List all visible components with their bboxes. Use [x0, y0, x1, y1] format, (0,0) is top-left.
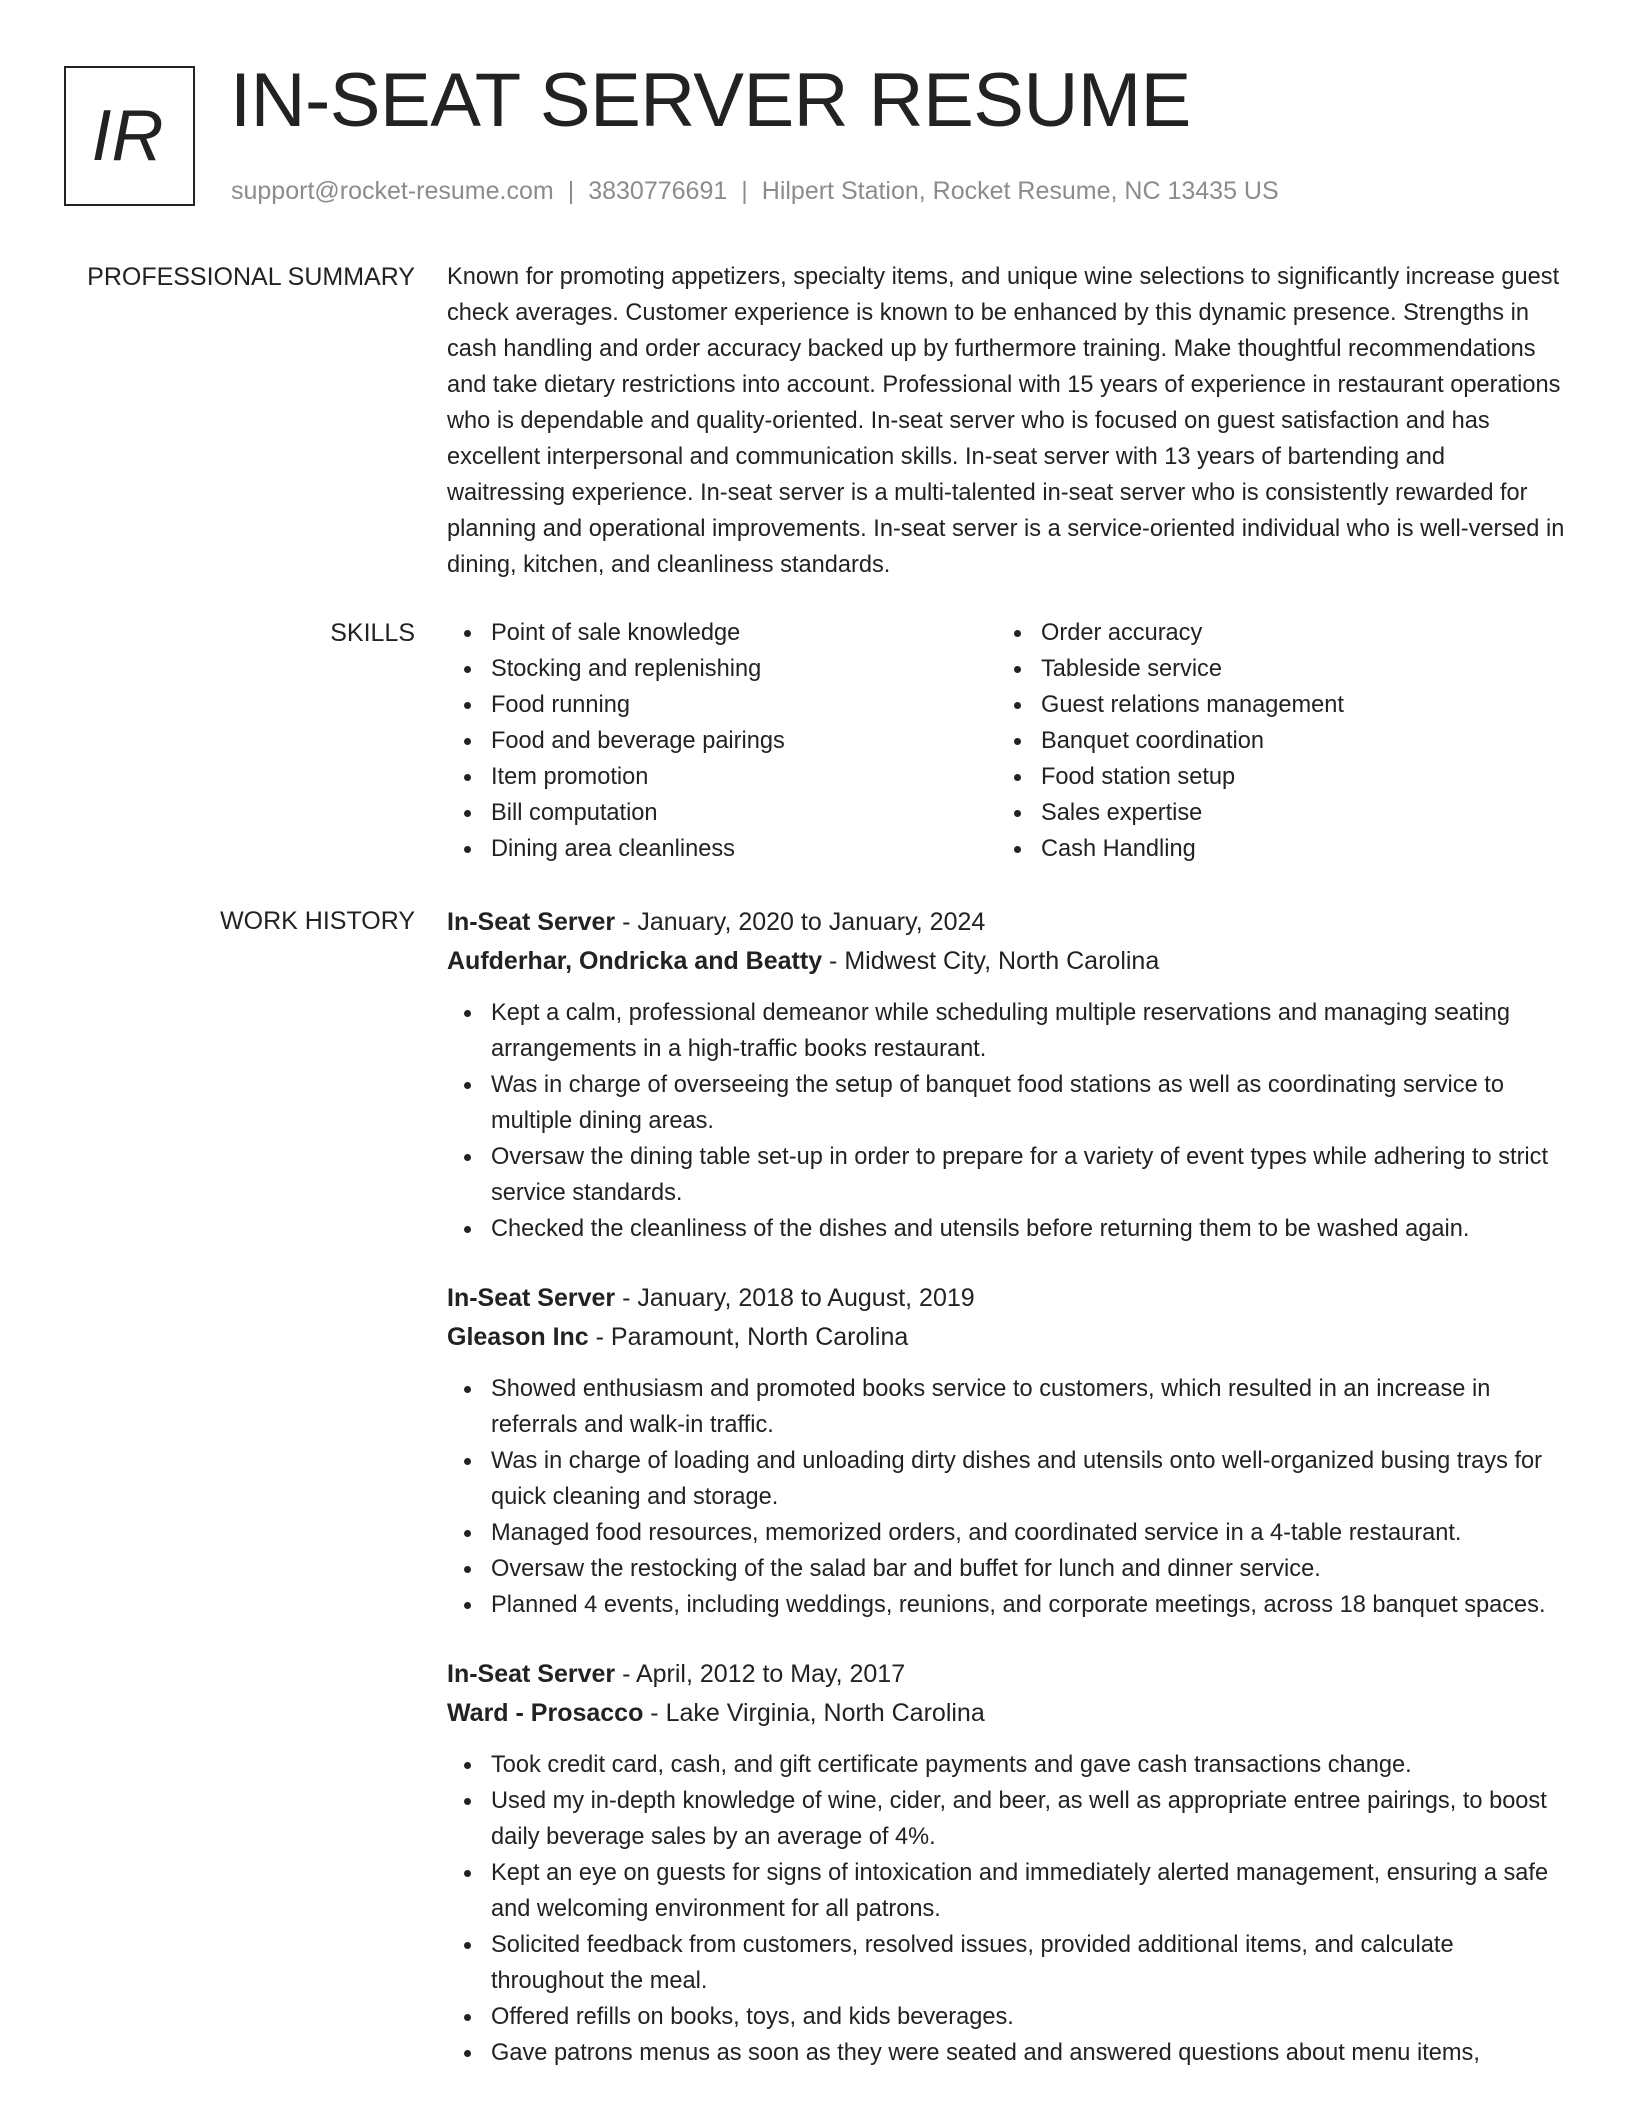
work-history-body [447, 903, 1567, 2103]
section-heading: PROFESSIONAL SUMMARY [87, 263, 415, 291]
skill-item: Tableside service [997, 651, 1547, 687]
monogram-initials: IR [91, 96, 164, 176]
job-title-line [447, 1279, 1567, 1318]
skills-list-right [997, 615, 1547, 867]
job-title: In-Seat Server [447, 1660, 616, 1688]
skill-item: Order accuracy [997, 615, 1547, 651]
section-heading: WORK HISTORY [220, 907, 415, 935]
job-bullet: Planned 4 events, including weddings, reunions, and corporate meetings, across 18 banquet spaces. [447, 1587, 1567, 1623]
contact-separator: | [741, 177, 748, 205]
job-bullet: Oversaw the restocking of the salad bar and buffet for lunch and dinner service. [447, 1551, 1567, 1587]
skill-item: Food running [447, 687, 997, 723]
job-bullet: Solicited feedback from customers, resolved issues, provided additional items, and calculate throughout the meal. [447, 1927, 1567, 1999]
job-dates: - January, 2020 to January, 2024 [615, 908, 986, 936]
job-bullet: Showed enthusiasm and promoted books service to customers, which resulted in an increase in referrals and walk-in traffic. [447, 1371, 1567, 1443]
job-bullet: Was in charge of overseeing the setup of banquet food stations as well as coordinating service to multiple dining areas. [447, 1067, 1567, 1139]
job-bullet: Kept an eye on guests for signs of intoxication and immediately alerted management, ensuring a safe and welcoming environment for all patrons. [447, 1855, 1567, 1927]
job-title: In-Seat Server [447, 908, 616, 936]
job-bullets [447, 1747, 1567, 2071]
job-bullet: Offered refills on books, toys, and kids beverages. [447, 1999, 1567, 2035]
job-bullet: Oversaw the dining table set-up in order to prepare for a variety of event types while adhering to strict service standards. [447, 1139, 1567, 1211]
job-location: - Lake Virginia, North Carolina [643, 1699, 985, 1727]
job-bullet: Checked the cleanliness of the dishes and utensils before returning them to be washed again. [447, 1211, 1567, 1247]
skill-item: Sales expertise [997, 795, 1547, 831]
contact-address: Hilpert Station, Rocket Resume, NC 13435 US [761, 177, 1279, 205]
job-bullet: Gave patrons menus as soon as they were seated and answered questions about menu items, [447, 2035, 1567, 2071]
summary-body [447, 259, 1567, 583]
job-title-line [447, 903, 1567, 942]
job-title: In-Seat Server [447, 1284, 616, 1312]
skill-item: Guest relations management [997, 687, 1547, 723]
job-company: Aufderhar, Ondricka and Beatty [447, 947, 823, 975]
job-title-line [447, 1655, 1567, 1694]
job-bullets [447, 995, 1567, 1247]
contact-email: support@rocket-resume.com [231, 177, 554, 205]
job-bullets [447, 1371, 1567, 1623]
skill-item: Food station setup [997, 759, 1547, 795]
skill-item: Cash Handling [997, 831, 1547, 867]
skill-item: Item promotion [447, 759, 997, 795]
job-entry [447, 903, 1567, 1247]
job-bullet: Kept a calm, professional demeanor while scheduling multiple reservations and managing seating arrangements in a high-traffic books restaurant. [447, 995, 1567, 1067]
contact-line [231, 174, 1279, 208]
job-company: Ward - Prosacco [447, 1699, 644, 1727]
job-employer-line [447, 942, 1567, 981]
section-heading: SKILLS [330, 619, 415, 647]
skills-body [447, 615, 1567, 867]
skill-item: Bill computation [447, 795, 997, 831]
job-employer-line [447, 1694, 1567, 1733]
job-entry [447, 1279, 1567, 1623]
job-bullet: Managed food resources, memorized orders, and coordinated service in a 4-table restaurant. [447, 1515, 1567, 1551]
job-bullet: Used my in-depth knowledge of wine, cider, and beer, as well as appropriate entree pairings, to boost daily beverage sales by an average of 4%. [447, 1783, 1567, 1855]
job-dates: - April, 2012 to May, 2017 [615, 1660, 906, 1688]
contact-phone: 3830776691 [588, 177, 728, 205]
job-bullet: Took credit card, cash, and gift certificate payments and gave cash transactions change. [447, 1747, 1567, 1783]
monogram-logo [64, 66, 195, 206]
skill-item: Point of sale knowledge [447, 615, 997, 651]
contact-separator: | [567, 177, 575, 205]
job-location: - Paramount, North Carolina [588, 1323, 909, 1351]
skill-item: Stocking and replenishing [447, 651, 997, 687]
skill-item: Dining area cleanliness [447, 831, 997, 867]
job-company: Gleason Inc [447, 1323, 589, 1351]
job-entry [447, 1655, 1567, 2071]
job-bullet: Was in charge of loading and unloading dirty dishes and utensils onto well-organized busing trays for quick cleaning and storage. [447, 1443, 1567, 1515]
job-dates: - January, 2018 to August, 2019 [615, 1284, 975, 1312]
page-title: IN-SEAT SERVER RESUME [230, 58, 1191, 143]
skill-item: Food and beverage pairings [447, 723, 997, 759]
summary-text: Known for promoting appetizers, specialty items, and unique wine selections to significantly increase guest check averages. Customer experience is known to be enhanced by this dynamic presence. Strengths in cash handling and order accuracy backed up by furthermore training. Make thoughtful recommendations and take dietary restrictions into account. Professional with 15 years of experience in restaurant operations who is dependable and quality-oriented. In-seat server who is focused on guest satisfaction and has excellent interpersonal and communication skills. In-seat server with 13 years of bartending and waitressing experience. In-seat server is a multi-talented in-seat server who is consistently rewarded for planning and operational improvements. In-seat server is a service-oriented individual who is well-versed in dining, kitchen, and cleanliness standards. [447, 264, 1565, 578]
skill-item: Banquet coordination [997, 723, 1547, 759]
skills-list-left [447, 615, 997, 867]
job-location: - Midwest City, North Carolina [822, 947, 1160, 975]
job-employer-line [447, 1318, 1567, 1357]
